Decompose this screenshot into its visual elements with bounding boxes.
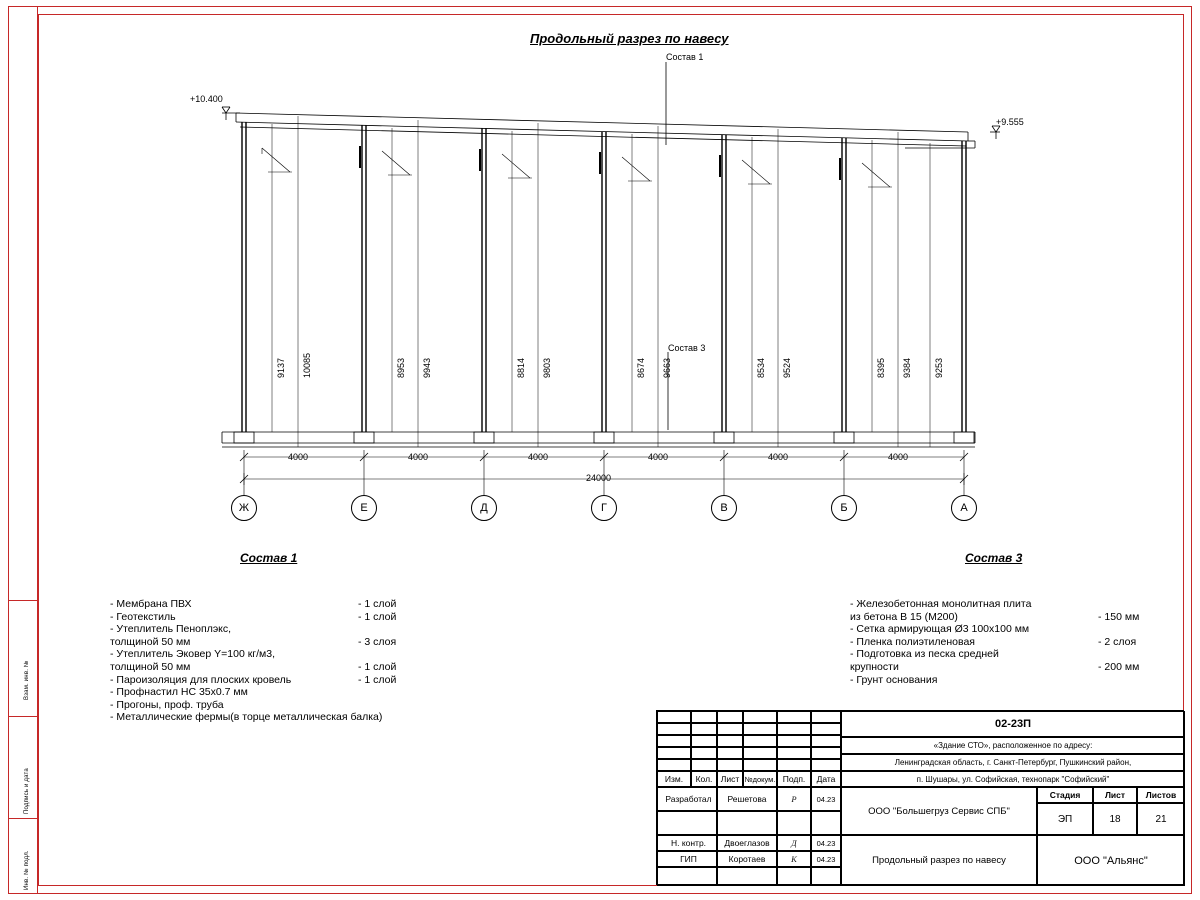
- sostav1-row-1-name: - Геотекстиль: [110, 610, 176, 623]
- rev-grid-r1c3: [743, 723, 777, 735]
- header-list: Лист: [717, 771, 743, 787]
- listov-value: 21: [1137, 803, 1185, 835]
- sostav1-row-5-name: толщиной 50 мм: [110, 660, 191, 673]
- signer-role-blank: [657, 867, 717, 886]
- height-label-2a: 8953: [396, 357, 406, 378]
- rev-grid-r1c4: [777, 723, 811, 735]
- rev-grid-r4c1: [691, 759, 717, 771]
- rev-grid-r0c4: [777, 711, 811, 723]
- rev-grid-r3c3: [743, 747, 777, 759]
- axis-bubble-6: Б: [831, 495, 857, 521]
- rev-grid-r0c2: [717, 711, 743, 723]
- sostav1-title: Состав 1: [240, 551, 298, 565]
- side-label-podpis: Подпись и дата: [24, 768, 30, 814]
- total-span-label: 24000: [586, 473, 612, 483]
- rev-grid-r2c3: [743, 735, 777, 747]
- project-code: 02-23П: [841, 711, 1185, 737]
- title-block: [656, 710, 1184, 885]
- sostav1-spec: [110, 598, 530, 724]
- rev-grid-r3c5: [811, 747, 841, 759]
- sostav1-row-3-value: - 3 слоя: [358, 635, 397, 648]
- axis-bubble-7: А: [951, 495, 977, 521]
- side-label-inv: Инв. № подл.: [24, 850, 30, 890]
- signer-name-2: Коротаев: [717, 851, 777, 867]
- sostav1-row-8-name: - Прогоны, проф. труба: [110, 698, 224, 711]
- sostav1-row-0-name: - Мембрана ПВХ: [110, 598, 192, 610]
- list-value: 18: [1093, 803, 1137, 835]
- sostav3-spec: [850, 598, 1180, 686]
- sostav1-row-4-name: - Утеплитель Эковер Y=100 кг/м3,: [110, 648, 276, 661]
- signer-signature-blank: [777, 867, 811, 886]
- side-strip-divider-2: [8, 716, 38, 717]
- rev-grid-r4c5: [811, 759, 841, 771]
- height-label-2b: 9943: [422, 357, 432, 378]
- span-label-3: 4000: [528, 452, 549, 462]
- rev-grid-r1c5: [811, 723, 841, 735]
- height-label-5b: 9524: [782, 357, 792, 378]
- signer-name-blank: [717, 867, 777, 886]
- rev-grid-r2c1: [691, 735, 717, 747]
- axis-bubble-1: Ж: [231, 495, 257, 521]
- signer-name-empty: [717, 811, 777, 835]
- rev-grid-r3c4: [777, 747, 811, 759]
- stage-value: ЭП: [1037, 803, 1093, 835]
- sostav3-row-3-name: - Пленка полиэтиленовая: [850, 635, 975, 648]
- signer-role-empty: [657, 811, 717, 835]
- rev-grid-r1c0: [657, 723, 691, 735]
- rev-grid-r0c3: [743, 711, 777, 723]
- organization-name: ООО "Альянс": [1037, 835, 1185, 886]
- header-podp: Подп.: [777, 771, 811, 787]
- span-label-6: 4000: [888, 452, 909, 462]
- side-strip-divider-3: [8, 818, 38, 819]
- rev-grid-r4c4: [777, 759, 811, 771]
- callout-sostav3: Состав 3: [668, 343, 706, 353]
- object-line-1: «Здание СТО», расположенное по адресу:: [841, 737, 1185, 754]
- sostav3-row-4-name: - Подготовка из песка средней: [850, 648, 999, 661]
- side-label-vzam: Взам. инв. №: [24, 660, 30, 700]
- rev-grid-r1c2: [717, 723, 743, 735]
- rev-grid-r2c2: [717, 735, 743, 747]
- height-label-4b: 9663: [662, 357, 672, 378]
- sostav1-row-1-value: - 1 слой: [358, 610, 397, 623]
- sostav3-row-5-value: - 200 мм: [1098, 660, 1140, 673]
- rev-grid-r2c5: [811, 735, 841, 747]
- listov-label: Листов: [1137, 787, 1185, 803]
- rev-grid-r3c0: [657, 747, 691, 759]
- sostav3-row-1-value: - 150 мм: [1098, 610, 1140, 623]
- header-kol: Кол.: [691, 771, 717, 787]
- sostav3-row-1-name: из бетона В 15 (М200): [850, 610, 958, 623]
- axis-bubble-3: Д: [471, 495, 497, 521]
- sostav1-row-5-value: - 1 слой: [358, 660, 397, 673]
- sostav1-row-7-name: - Профнастил НС 35х0.7 мм: [110, 686, 248, 699]
- sostav1-row-0-value: - 1 слой: [358, 598, 397, 610]
- signer-signature-empty: [777, 811, 811, 835]
- axis-bubble-5: В: [711, 495, 737, 521]
- level-mark-top-left: +10.400: [190, 94, 223, 104]
- rev-grid-r2c4: [777, 735, 811, 747]
- rev-grid-r4c0: [657, 759, 691, 771]
- company-name: ООО "Большегруз Сервис СПБ": [841, 787, 1037, 835]
- height-label-6b: 9384: [902, 357, 912, 378]
- rev-grid-r2c0: [657, 735, 691, 747]
- height-label-3a: 8814: [516, 357, 526, 378]
- sostav3-row-0-name: - Железобетонная монолитная плита: [850, 598, 1032, 610]
- sostav1-row-9-name: - Металлические фермы(в торце металлическая балка): [110, 711, 383, 724]
- rev-grid-r0c1: [691, 711, 717, 723]
- span-label-5: 4000: [768, 452, 789, 462]
- rev-grid-r0c5: [811, 711, 841, 723]
- sostav3-row-3-value: - 2 слоя: [1098, 635, 1137, 648]
- signer-signature-2: К: [777, 851, 811, 867]
- object-line-3: п. Шушары, ул. Софийская, технопарк "Софийский": [841, 771, 1185, 787]
- span-label-1: 4000: [288, 452, 309, 462]
- signer-name-1: Двоеглазов: [717, 835, 777, 851]
- height-label-1b: 10085: [302, 352, 312, 378]
- height-label-1a: 9137: [276, 357, 286, 378]
- signer-name-0: Решетова: [717, 787, 777, 811]
- sheet-title: Продольный разрез по навесу: [841, 835, 1037, 886]
- span-label-2: 4000: [408, 452, 429, 462]
- sostav1-row-3-name: толщиной 50 мм: [110, 635, 191, 648]
- sostav3-row-5-name: крупности: [850, 660, 899, 673]
- signer-date-blank: [811, 867, 841, 886]
- height-label-6a: 8395: [876, 357, 886, 378]
- signer-signature-0: Р: [777, 787, 811, 811]
- stage-label: Стадия: [1037, 787, 1093, 803]
- callout-sostav1: Состав 1: [666, 52, 704, 62]
- header-ndokum: №докум.: [743, 771, 777, 787]
- height-label-4a: 8674: [636, 357, 646, 378]
- sostav3-row-2-name: - Сетка армирующая Ø3 100х100 мм: [850, 623, 1030, 636]
- height-label-7b: 9253: [934, 357, 944, 378]
- signer-date-0: 04.23: [811, 787, 841, 811]
- page-title: Продольный разрез по навесу: [530, 31, 729, 46]
- sostav3-title: Состав 3: [965, 551, 1023, 565]
- sostav3-row-6-name: - Грунт основания: [850, 673, 938, 686]
- rev-grid-r4c2: [717, 759, 743, 771]
- height-label-3b: 9803: [542, 357, 552, 378]
- rev-grid-r3c1: [691, 747, 717, 759]
- header-data: Дата: [811, 771, 841, 787]
- axis-bubble-4: Г: [591, 495, 617, 521]
- height-label-5a: 8534: [756, 357, 766, 378]
- signer-date-1: 04.23: [811, 835, 841, 851]
- signer-role-2: ГИП: [657, 851, 717, 867]
- level-mark-top-right: +9.555: [996, 117, 1024, 127]
- signer-date-empty: [811, 811, 841, 835]
- signer-role-0: Разработал: [657, 787, 717, 811]
- sostav1-row-6-value: - 1 слой: [358, 673, 397, 686]
- header-izm: Изм.: [657, 771, 691, 787]
- signer-role-1: Н. контр.: [657, 835, 717, 851]
- axis-bubble-2: Е: [351, 495, 377, 521]
- sostav1-row-2-name: - Утеплитель Пеноплэкс,: [110, 623, 232, 636]
- sheet-side-strip: [8, 6, 38, 894]
- side-strip-divider-1: [8, 600, 38, 601]
- rev-grid-r3c2: [717, 747, 743, 759]
- span-label-4: 4000: [648, 452, 669, 462]
- rev-grid-r0c0: [657, 711, 691, 723]
- object-line-2: Ленинградская область, г. Санкт-Петербург, Пушкинский район,: [841, 754, 1185, 771]
- rev-grid-r1c1: [691, 723, 717, 735]
- signer-date-2: 04.23: [811, 851, 841, 867]
- sostav1-row-6-name: - Пароизоляция для плоских кровель: [110, 673, 292, 686]
- signer-signature-1: Д: [777, 835, 811, 851]
- list-label: Лист: [1093, 787, 1137, 803]
- rev-grid-r4c3: [743, 759, 777, 771]
